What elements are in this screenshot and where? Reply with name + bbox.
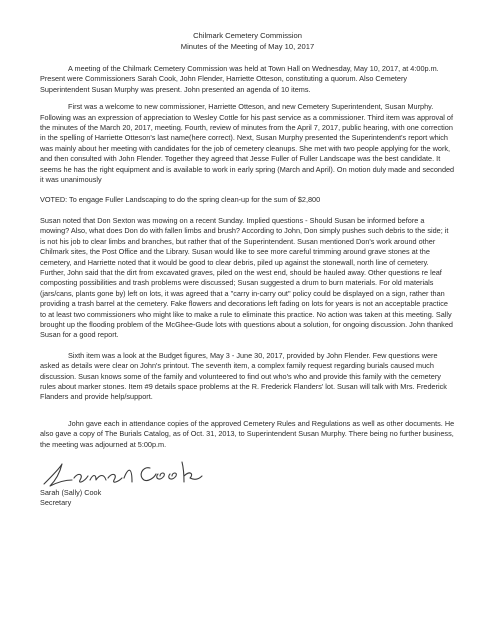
- organization-name: Chilmark Cemetery Commission: [193, 31, 302, 40]
- document-title: Minutes of the Meeting of May 10, 2017: [180, 42, 315, 51]
- signer-name: Sarah (Sally) Cook: [40, 488, 102, 497]
- document-header: [40, 30, 455, 52]
- paragraph-discussion: Susan noted that Don Sexton was mowing on a recent Sunday. Implied questions - Should Susan be informed before a mowing? Also, what does Don do with fallen limbs and brush? According to John, Don simply pushes such debris to the side; it is not his job to clear limbs and branches, but rather that of the Superintendent. Susan mentioned Don's work around other Chilmark sites, the Post Office and the Library. Susan would like to see more careful trimming around grave stones at the cemetery, and Harriette noted that it would be good to clear debris, piled up against the stonewall, north line of cemetery. Further, John said that the dirt from excavated graves, piled on the west end, should be hauled away. Other questions re leaf composting possibilities and trash problems were discussed; Susan suggested a drum to burn materials. For old materials (jars/cans, plants gone by) left on lots, it was agreed that a "carry in-carry out" policy could be displayed on a sign, rather than providing a trash barrel at the cemetery. Fake flowers and decorations left fading on lots for years is not an acceptable practice to at least two commissioners who might like to make a rule to eliminate this practice. No action was taken at this meeting. Sally brought up the flooding problem of the McGhee-Gude lots with questions about a solution, for ongoing discussion. John thanked Susan for a good report.: [40, 215, 453, 340]
- paragraph-opening: A meeting of the Chilmark Cemetery Commission was held at Town Hall on Wednesday, May 10, 2017, at 4:00p.m. Present were Commissioners Sarah Cook, John Flender, Harriette Otteson, constituting a quorum. Also Cemetery Superintendent Susan Murphy was present. John presented an agenda of 10 items.: [40, 64, 439, 94]
- paragraph-agenda: First was a welcome to new commissioner, Harriette Otteson, and new Cemetery Superintendent, Susan Murphy. Following was an expression of appreciation to Wesley Cottle for his past service as a commissioner. Third item was approval of the minutes of the March 20, 2017, meeting. Fourth, review of minutes from the April 7, 2017, public hearing, with one correction in the spelling of Harriette Otteson's last name(here correct). Next, Susan Murphy presented the Superintendent's report which was mainly about her meeting with candidates for the job of cemetery cleanups. She met with two people applying for the work, and then consulted with John Flender. Together they agreed that Jesse Fuller of Fuller Landscape was the best candidate. It seems he has the right equipment and is available to work in early spring (March and April). On motion duly made and seconded it was unanimously: [40, 102, 455, 185]
- signer-role: Secretary: [40, 498, 72, 508]
- handwritten-signature: [40, 458, 455, 488]
- paragraph-vote: VOTED: To engage Fuller Landscaping to do the spring clean-up for the sum of $2,800: [40, 195, 321, 205]
- paragraph-closing: John gave each in attendance copies of the approved Cemetery Rules and Regulations as well as other documents. He also gave a copy of The Burials Catalog, as of Oct. 31, 2013, to Superintendent Susan Murphy. There being no further business, the meeting was adjourned at 5:00p.m.: [40, 418, 455, 449]
- signature-image: [38, 458, 208, 492]
- paragraph-budget: Sixth item was a look at the Budget figures, May 3 - June 30, 2017, provided by John Flender. Few questions were asked as details were clear on John's printout. The seventh item, a complex family request regarding burials caused much discussion. Susan knows some of the family and volunteered to find out who's who and provide this family with the cemetery rules about marker stones. Item #9 details space problems at the R. Frederick Flanders' lot. Susan will talk with Mrs. Frederick Flanders and provide help/support.: [40, 350, 447, 402]
